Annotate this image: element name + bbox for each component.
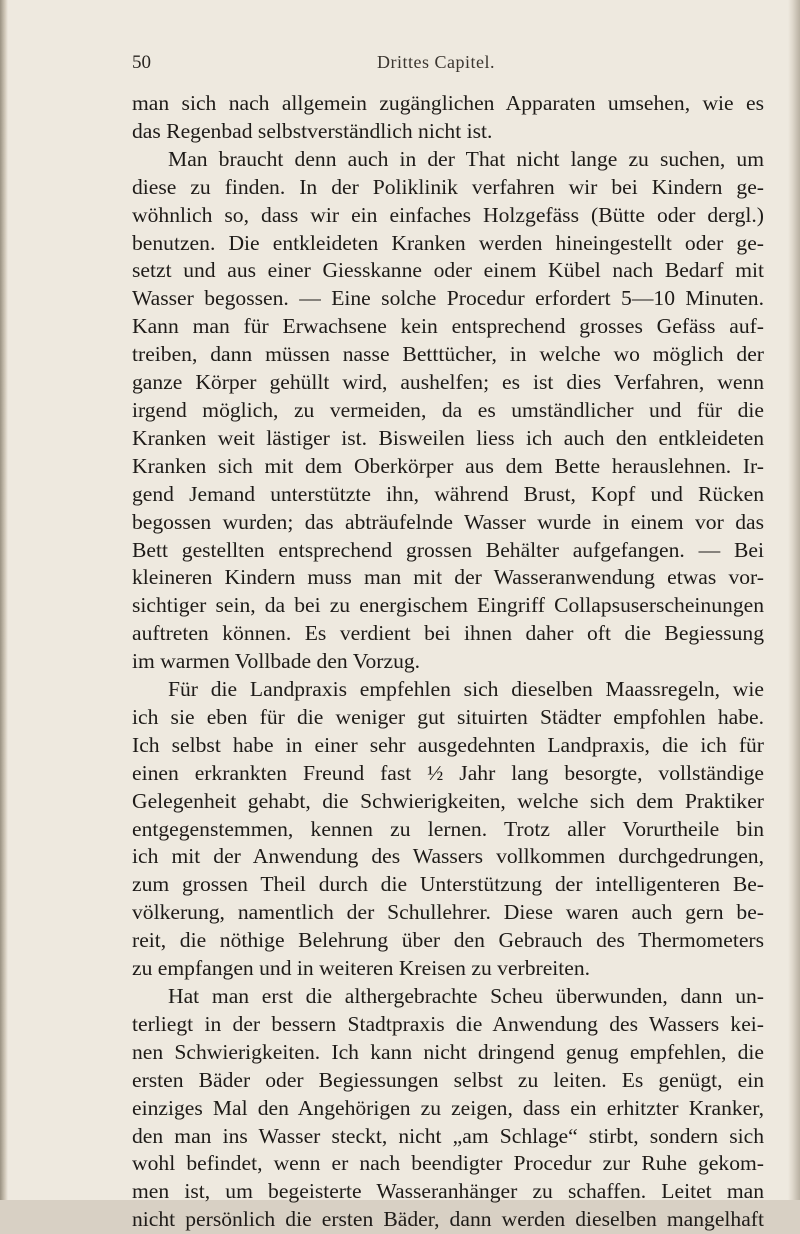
text-line: einziges Mal den Angehörigen zu zeigen, dass ein erhitzter Kranker, — [132, 1095, 764, 1120]
text-line: kleineren Kindern muss man mit der Wasseranwendung etwas vor- — [132, 565, 764, 590]
text-line: im warmen Vollbade den Vorzug. — [132, 649, 421, 674]
text-line: wohl befindet, wenn er nach beendigter Procedur zur Ruhe gekom- — [132, 1151, 764, 1176]
text-line: Wasser begossen. — Eine solche Procedur erfordert 5—10 Minuten. — [132, 286, 764, 311]
text-line: auftreten können. Es verdient bei ihnen daher oft die Begiessung — [132, 621, 764, 646]
text-line: diese zu finden. In der Poliklinik verfahren wir bei Kindern ge- — [132, 174, 764, 199]
text-line: benutzen. Die entkleideten Kranken werden hineingestellt oder ge- — [132, 230, 764, 255]
text-line: den man ins Wasser steckt, nicht „am Schlage“ stirbt, sondern sich — [132, 1123, 764, 1148]
text-line: Bett gestellten entsprechend grossen Behälter aufgefangen. — Bei — [132, 537, 764, 562]
text-line: treiben, dann müssen nasse Betttücher, in welche wo möglich der — [132, 342, 764, 367]
text-line: nen Schwierigkeiten. Ich kann nicht dringend genug empfehlen, die — [132, 1039, 764, 1064]
text-line: setzt und aus einer Giesskanne oder einem Kübel nach Bedarf mit — [132, 258, 764, 283]
text-line: Kranken sich mit dem Oberkörper aus dem Bette herauslehnen. Ir- — [132, 453, 764, 478]
text-line: terliegt in der bessern Stadtpraxis die Anwendung des Wassers kei- — [132, 1011, 764, 1036]
text-line: Kranken weit lästiger ist. Bisweilen liess ich auch den entkleideten — [132, 425, 764, 450]
running-head: Drittes Capitel. — [377, 52, 495, 72]
text-line: Gelegenheit gehabt, die Schwierigkeiten, welche sich dem Praktiker — [132, 788, 764, 813]
text-line: entgegenstemmen, kennen zu lernen. Trotz aller Vorurtheile bin — [132, 816, 764, 841]
text-line: ich sie eben für die weniger gut situirten Städter empfohlen habe. — [132, 704, 764, 729]
body-text — [132, 90, 764, 1234]
text-line: reit, die nöthige Belehrung über den Gebrauch des Thermometers — [132, 928, 764, 953]
text-line: Hat man erst die althergebrachte Scheu überwunden, dann un- — [168, 984, 764, 1008]
text-line: begossen wurden; das abträufelnde Wasser wurde in einem vor das — [132, 509, 764, 534]
text-line: völkerung, namentlich der Schullehrer. Diese waren auch gern be- — [132, 900, 764, 925]
text-line: nicht persönlich die ersten Bäder, dann werden dieselben mangelhaft — [132, 1207, 764, 1232]
page-number: 50 — [132, 52, 151, 73]
text-line: ersten Bäder oder Begiessungen selbst zu leiten. Es genügt, ein — [132, 1067, 764, 1092]
text-line: gend Jemand unterstützte ihn, während Brust, Kopf und Rücken — [132, 481, 764, 506]
text-line: ganze Körper gehüllt wird, aushelfen; es ist dies Verfahren, wenn — [132, 370, 764, 395]
text-line: Man braucht denn auch in der That nicht lange zu suchen, um — [168, 146, 764, 171]
text-line: zu empfangen und in weiteren Kreisen zu verbreiten. — [132, 956, 591, 981]
text-line: Kann man für Erwachsene kein entsprechend grosses Gefäss auf- — [132, 314, 764, 339]
text-line: irgend möglich, zu vermeiden, da es umständlicher und für die — [132, 397, 764, 422]
text-line: zum grossen Theil durch die Unterstützung der intelligenteren Be- — [132, 872, 764, 897]
text-line: ich mit der Anwendung des Wassers vollkommen durchgedrungen, — [132, 844, 764, 869]
page-edge-shadow — [788, 0, 800, 1200]
text-line: sichtiger sein, da bei zu energischem Eingriff Collapsuserscheinungen — [132, 593, 764, 618]
text-line: das Regenbad selbstverständlich nicht ist. — [132, 118, 493, 143]
text-line: wöhnlich so, dass wir ein einfaches Holzgefäss (Bütte oder dergl.) — [132, 202, 764, 227]
page-header — [132, 52, 740, 76]
text-line: men ist, um begeisterte Wasseranhänger zu schaffen. Leitet man — [132, 1179, 764, 1204]
text-line: Ich selbst habe in einer sehr ausgedehnten Landpraxis, die ich für — [132, 732, 764, 757]
text-line: Für die Landpraxis empfehlen sich dieselben Maassregeln, wie — [168, 677, 764, 702]
text-line: einen erkrankten Freund fast ½ Jahr lang besorgte, vollständige — [132, 760, 764, 785]
page-binding-shadow — [0, 0, 8, 1200]
text-line: man sich nach allgemein zugänglichen Apparaten umsehen, wie es — [132, 91, 764, 115]
